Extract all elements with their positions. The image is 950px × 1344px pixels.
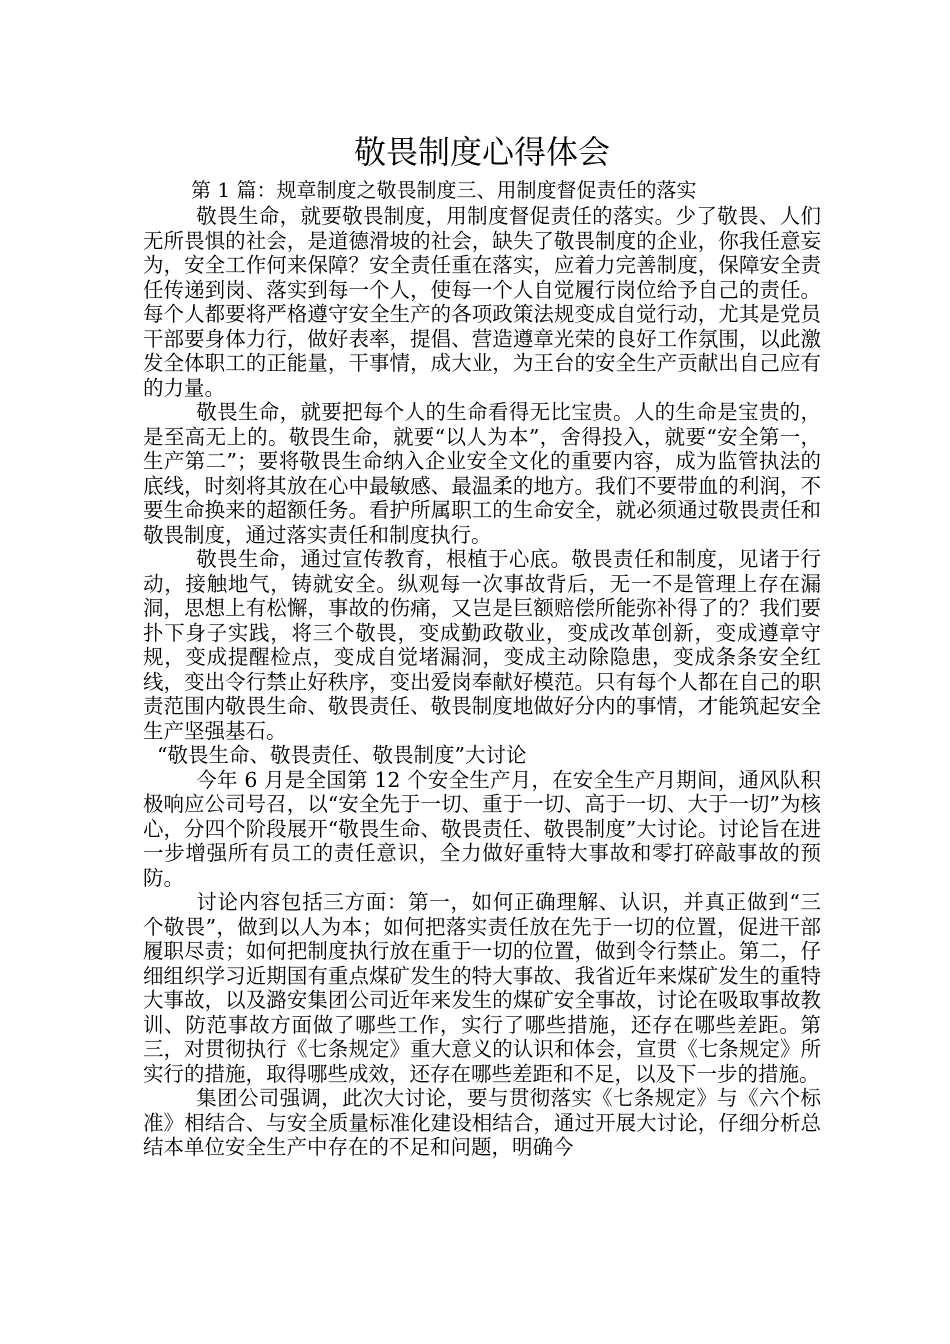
section-title: 第 1 篇：规章制度之敬畏制度三、用制度督促责任的落实 [191,178,697,202]
document-title: 敬畏制度心得体会 [353,133,610,171]
paragraph-5: 讨论内容包括三方面：第一，如何正确理解、认识，并真正做到“三个敬畏”，做到以人为本；如何把落实责任放在先于一切的位置，促进干部履职尽责；如何把制度执行放在重于一切的位置，做到令行禁止。第二，仔细组织学习近期国有重点煤矿发生的特大事故、我省近年来煤矿发生的重特大事故，以及潞安集团公司近年来发生的煤矿安全事故，讨论在吸取事故教训、防范事故方面做了哪些工作，实行了哪些措施，还存在哪些差距。第三，对贯彻执行《七条规定》重大意义的认识和体会，宣贯《七条规定》所实行的措施，取得哪些成效，还存在哪些差距和不足，以及下一步的措施。 [143,890,821,1086]
paragraph-1: 敬畏生命，就要敬畏制度，用制度督促责任的落实。少了敬畏、人们无所畏惧的社会，是道德滑坡的社会，缺失了敬畏制度的企业，你我任意妄为，安全工作何来保障？安全责任重在落实，应着力完善制度，保障安全责任传递到岗、落实到每一个人，使每一个人自觉履行岗位给予自己的责任。每个人都要将严格遵守安全生产的各项政策法规变成自觉行动，尤其是党员干部要身体力行，做好表率，提倡、营造遵章光荣的良好工作氛围，以此激发全体职工的正能量，干事情，成大业，为王台的安全生产贡献出自己应有的力量。 [143,204,821,400]
paragraph-6: 集团公司强调，此次大讨论，要与贯彻落实《七条规定》与《六个标准》相结合、与安全质量标准化建设相结合，通过开展大讨论，仔细分析总结本单位安全生产中存在的不足和问题，明确今 [143,1086,821,1159]
paragraph-3: 敬畏生命，通过宣传教育，根植于心底。敬畏责任和制度，见诸于行动，接触地气，铸就安全。纵观每一次事故背后，无一不是管理上存在漏洞，思想上有松懈，事故的伤痛，又岂是巨额赔偿所能弥补得了的？我们要扑下身子实践，将三个敬畏，变成勤政敬业，变成改革创新，变成遵章守规，变成提醒检点，变成自觉堵漏洞，变成主动除隐患，变成条条安全红线，变出令行禁止好秩序，变出爱岗奉献好模范。只有每个人都在自己的职责范围内敬畏生命、敬畏责任、敬畏制度地做好分内的事情，才能筑起安全生产坚强基石。 [143,547,821,743]
discussion-heading: “敬畏生命、敬畏责任、敬畏制度”大讨论 [157,743,527,767]
paragraph-4: 今年 6 月是全国第 12 个安全生产月，在安全生产月期间，通风队积极响应公司号召，以“安全先于一切、重于一切、高于一切、大于一切”为核心，分四个阶段展开“敬畏生命、敬畏责任、敬畏制度”大讨论。讨论旨在进一步增强所有员工的责任意识，全力做好重特大事故和零打碎敲事故的预防。 [143,767,821,890]
document-page [143,128,821,1160]
paragraph-2: 敬畏生命，就要把每个人的生命看得无比宝贵。人的生命是宝贵的，是至高无上的。敬畏生命，就要“以人为本”，舍得投入，就要“安全第一，生产第二”；要将敬畏生命纳入企业安全文化的重要内容，成为监管执法的底线，时刻将其放在心中最敏感、最温柔的地方。我们不要带血的利润，不要生命换来的超额任务。看护所属职工的生命安全，就必须通过敬畏责任和敬畏制度，通过落实责任和制度执行。 [143,400,821,547]
